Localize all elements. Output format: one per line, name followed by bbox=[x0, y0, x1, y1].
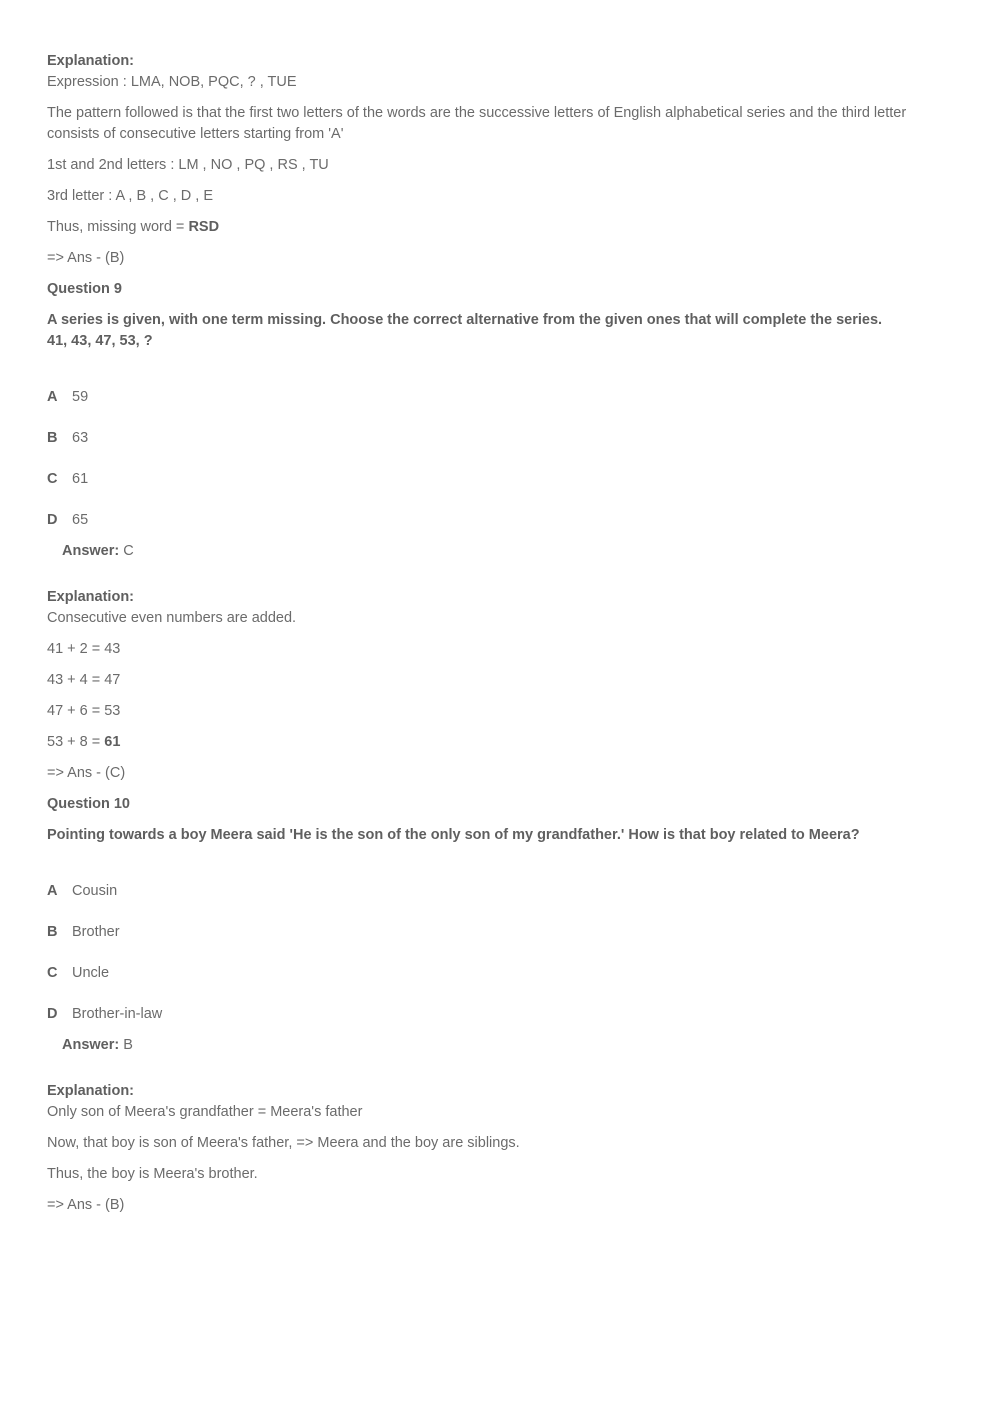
question-10-option-b[interactable] bbox=[47, 922, 120, 943]
question-9-explanation-line: Consecutive even numbers are added. bbox=[47, 610, 297, 626]
third-letter-line: 3rd letter : A , B , C , D , E bbox=[47, 188, 214, 204]
question-9-series: 41, 43, 47, 53, ? bbox=[47, 333, 153, 349]
calc-result: 61 bbox=[104, 734, 121, 750]
option-text: 63 bbox=[72, 430, 89, 446]
question-9-title: Question 9 bbox=[47, 281, 122, 297]
option-text: Brother-in-law bbox=[72, 1006, 163, 1022]
option-text: 59 bbox=[72, 389, 89, 405]
question-9-option-c[interactable] bbox=[47, 469, 88, 490]
question-9-explanation-line: 43 + 4 = 47 bbox=[47, 672, 121, 688]
question-9-ans-line: => Ans - (C) bbox=[47, 765, 126, 781]
pattern-text: The pattern followed is that the first two letters of the words are the successive letters of English alphabetical series and the third letter consists of consecutive letters starting from 'A' bbox=[47, 105, 907, 142]
missing-word-prefix: Thus, missing word = bbox=[47, 219, 189, 235]
question-10-explanation-line: Now, that boy is son of Meera's father, => Meera and the boy are siblings. bbox=[47, 1135, 520, 1151]
option-letter: D bbox=[47, 1006, 58, 1022]
option-text: 61 bbox=[72, 471, 89, 487]
expression-prefix: Expression : bbox=[47, 74, 131, 90]
question-10-explanation-line: Only son of Meera's grandfather = Meera's father bbox=[47, 1104, 363, 1120]
answer-value: C bbox=[123, 543, 134, 559]
calc-prefix: 53 + 8 = bbox=[47, 734, 105, 750]
option-text: Brother bbox=[72, 924, 120, 940]
question-10-option-a[interactable] bbox=[47, 881, 117, 902]
option-letter: B bbox=[47, 924, 58, 940]
question-10-explanation-heading: Explanation: bbox=[47, 1083, 135, 1099]
explanation-heading: Explanation: bbox=[47, 53, 135, 69]
question-10-answer bbox=[62, 1035, 133, 1056]
question-9-explanation-line bbox=[47, 732, 120, 753]
first-two-letters-line: 1st and 2nd letters : LM , NO , PQ , RS , TU bbox=[47, 157, 329, 173]
missing-word-line bbox=[47, 217, 219, 238]
option-text: 65 bbox=[72, 512, 89, 528]
answer-label: Answer: bbox=[62, 1037, 120, 1053]
question-9-explanation-heading: Explanation: bbox=[47, 589, 135, 605]
answer-line: => Ans - (B) bbox=[47, 250, 125, 266]
answer-value: B bbox=[123, 1037, 133, 1053]
option-letter: A bbox=[47, 883, 58, 899]
option-letter: D bbox=[47, 512, 58, 528]
question-9-answer bbox=[62, 541, 134, 562]
option-letter: B bbox=[47, 430, 58, 446]
option-letter: C bbox=[47, 965, 58, 981]
question-10-option-d[interactable] bbox=[47, 1004, 162, 1025]
question-10-option-c[interactable] bbox=[47, 963, 109, 984]
question-10-explanation-line: Thus, the boy is Meera's brother. bbox=[47, 1166, 258, 1182]
question-9-option-a[interactable] bbox=[47, 387, 88, 408]
question-9-option-b[interactable] bbox=[47, 428, 88, 449]
option-letter: A bbox=[47, 389, 58, 405]
option-text: Cousin bbox=[72, 883, 118, 899]
question-9-prompt: A series is given, with one term missing. Choose the correct alternative from the given ones that will complete the series. bbox=[47, 312, 883, 328]
question-9-explanation-line: 47 + 6 = 53 bbox=[47, 703, 121, 719]
question-10-ans-line: => Ans - (B) bbox=[47, 1197, 125, 1213]
option-text: Uncle bbox=[72, 965, 110, 981]
question-10-prompt: Pointing towards a boy Meera said 'He is the son of the only son of my grandfather.' How is that boy related to Meera? bbox=[47, 827, 860, 843]
missing-word-value: RSD bbox=[188, 219, 220, 235]
question-9-explanation-line: 41 + 2 = 43 bbox=[47, 641, 121, 657]
answer-label: Answer: bbox=[62, 543, 120, 559]
expression-value: LMA, NOB, PQC, ? , TUE bbox=[130, 74, 297, 90]
question-10-title: Question 10 bbox=[47, 796, 130, 812]
expression-line bbox=[47, 72, 297, 93]
option-letter: C bbox=[47, 471, 58, 487]
question-9-option-d[interactable] bbox=[47, 510, 88, 531]
